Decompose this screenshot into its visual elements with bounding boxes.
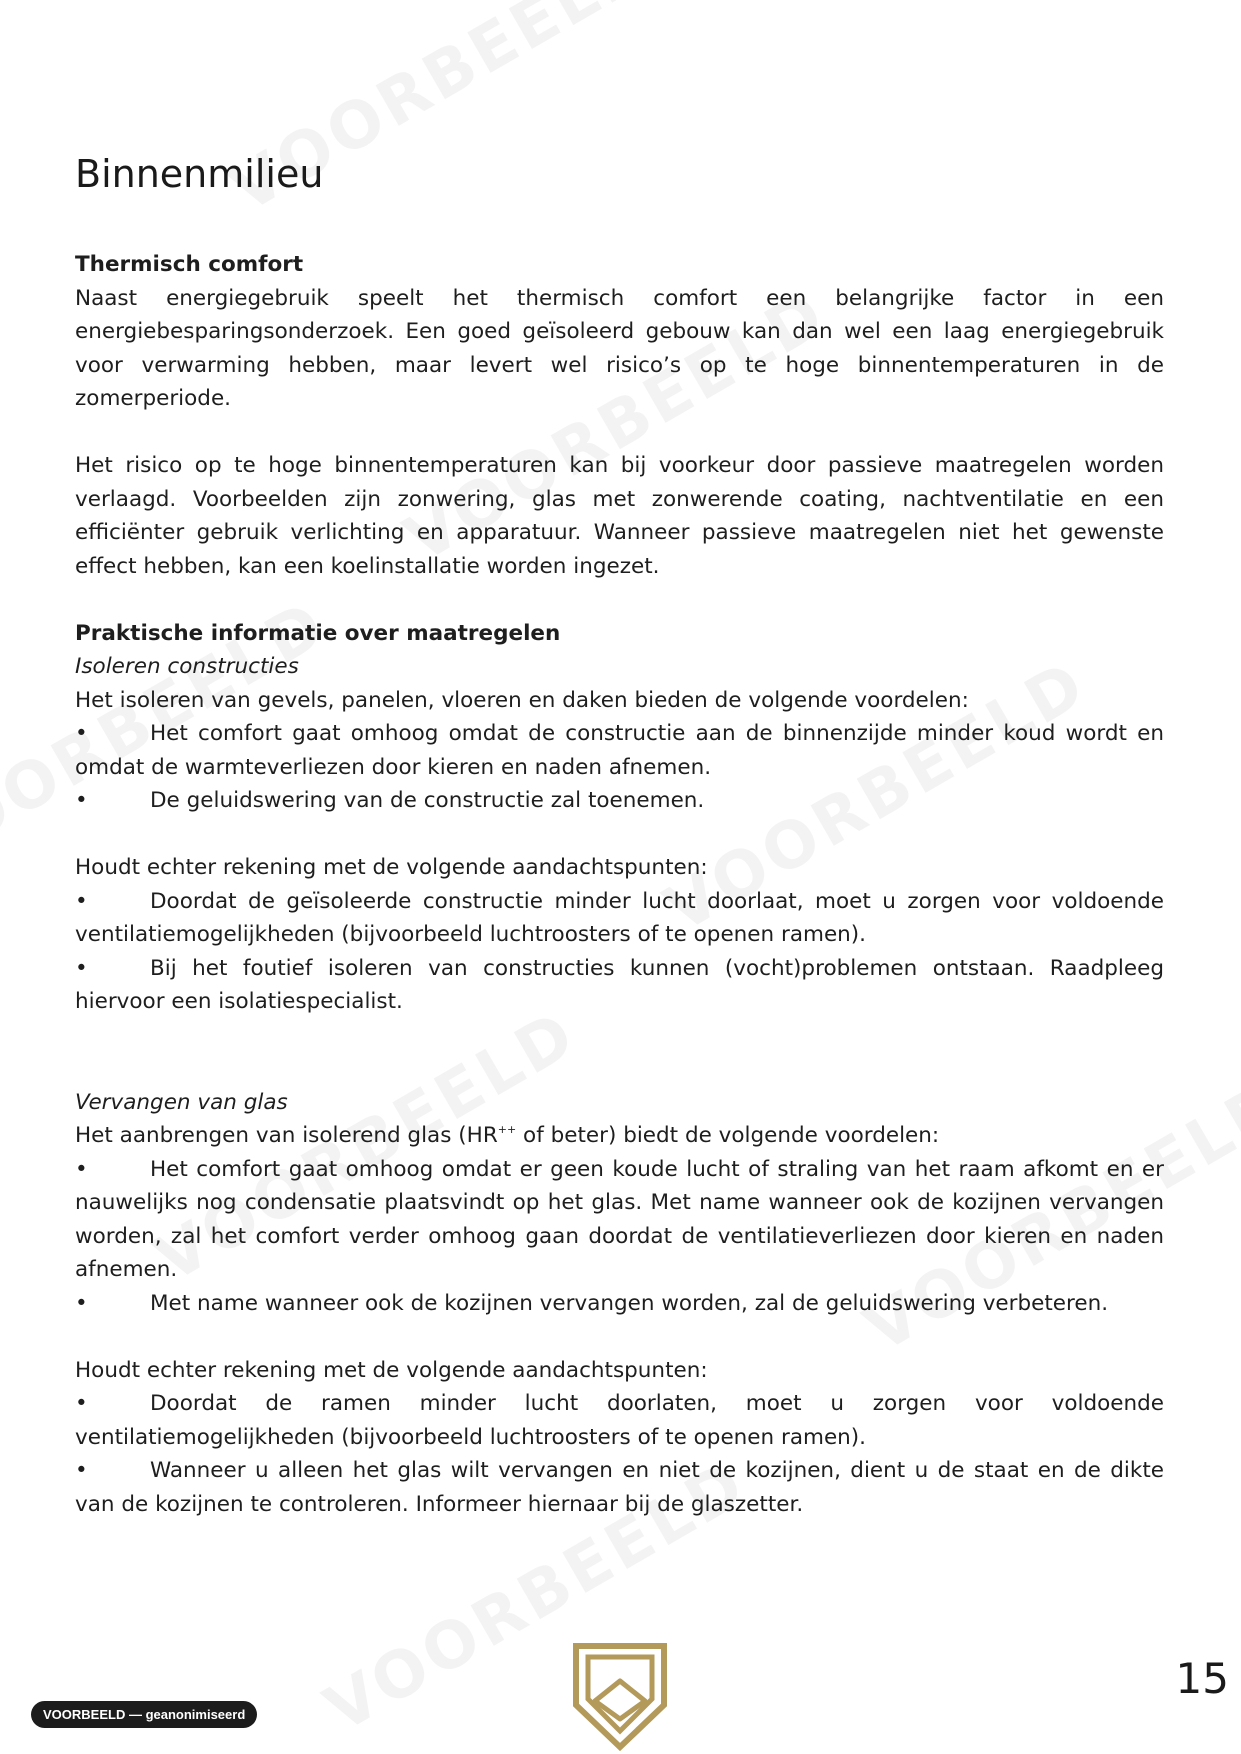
paragraph: Houdt echter rekening met de volgende aandachtspunten: [75, 1357, 708, 1383]
document-body [75, 138, 1164, 1521]
bullet-icon: • [75, 955, 88, 981]
paragraph: Het aanbrengen van isolerend glas (HR++ of beter) biedt de volgende voordelen: [75, 1123, 940, 1148]
paragraph: Houdt echter rekening met de volgende aandachtspunten: [75, 855, 708, 880]
page-title: Binnenmilieu [75, 152, 324, 196]
list-item: • Met name wanneer ook de kozijnen vervangen worden, zal de geluidswering verbeteren. [75, 1287, 1164, 1321]
list-item: • De geluidswering van de constructie zal toenemen. [75, 784, 1164, 818]
bullet-icon: • [75, 888, 88, 914]
shield-logo-icon [573, 1643, 667, 1751]
list-item: • Het comfort gaat omhoog omdat er geen koude lucht of straling van het raam afkomt en er nauwelijks nog condensatie plaatsvindt op het glas. Met name wanneer ook de kozijnen vervangen worden, zal het comfort verder omhoog gaan doordat de ventilatieverliezen door kieren en naden afnemen. [75, 1153, 1164, 1287]
list-item: • Doordat de ramen minder lucht doorlaten, moet u zorgen voor voldoende ventilatiemogelijkheden (bijvoorbeeld luchtroosters of te openen ramen). [75, 1387, 1164, 1454]
footer-badge: VOORBEELD — geanonimiseerd [31, 1701, 257, 1728]
bullet-icon: • [75, 1458, 88, 1483]
section-heading-thermal: Thermisch comfort [75, 252, 304, 277]
bullet-icon: • [75, 788, 88, 813]
subheading-insulation: Isoleren constructies [75, 654, 299, 679]
bullet-icon: • [75, 1290, 88, 1316]
bullet-icon: • [75, 721, 88, 746]
bullet-icon: • [75, 1156, 88, 1182]
paragraph: Het risico op te hoge binnentemperaturen kan bij voorkeur door passieve maatregelen worden verlaagd. Voorbeelden zijn zonwering, glas met zonwerende coating, nachtventilatie en een efficiënter gebruik verlichting en apparatuur. Wanneer passieve maatregelen niet het gewenste effect hebben, kan een koelinstallatie worden ingezet. [75, 453, 1164, 579]
page-number: 15 [1175, 1654, 1229, 1703]
section-heading-practical: Praktische informatie over maatregelen [75, 620, 561, 646]
list-item: • Het comfort gaat omhoog omdat de constructie aan de binnenzijde minder koud wordt en omdat de warmteverliezen door kieren en naden afnemen. [75, 717, 1164, 784]
list-item: • Doordat de geïsoleerde constructie minder lucht doorlaat, moet u zorgen voor voldoende ventilatiemogelijkheden (bijvoorbeeld luchtroosters of te openen ramen). [75, 885, 1164, 952]
subheading-glass: Vervangen van glas [75, 1089, 288, 1115]
paragraph: Het isoleren van gevels, panelen, vloeren en daken bieden de volgende voordelen: [75, 687, 969, 713]
list-item: • Bij het foutief isoleren van constructies kunnen (vocht)problemen ontstaan. Raadpleeg hiervoor een isolatiespecialist. [75, 952, 1164, 1019]
paragraph: Naast energiegebruik speelt het thermisch comfort een belangrijke factor in een energiebesparingsonderzoek. Een goed geïsoleerd gebouw kan dan wel een laag energiegebruik voor verwarming hebben, maar levert wel risico’s op te hoge binnentemperaturen in de zomerperiode. [75, 285, 1164, 411]
list-item: • Wanneer u alleen het glas wilt vervangen en niet de kozijnen, dient u de staat en de dikte van de kozijnen te controleren. Informeer hiernaar bij de glaszetter. [75, 1454, 1164, 1521]
bullet-icon: • [75, 1391, 88, 1416]
